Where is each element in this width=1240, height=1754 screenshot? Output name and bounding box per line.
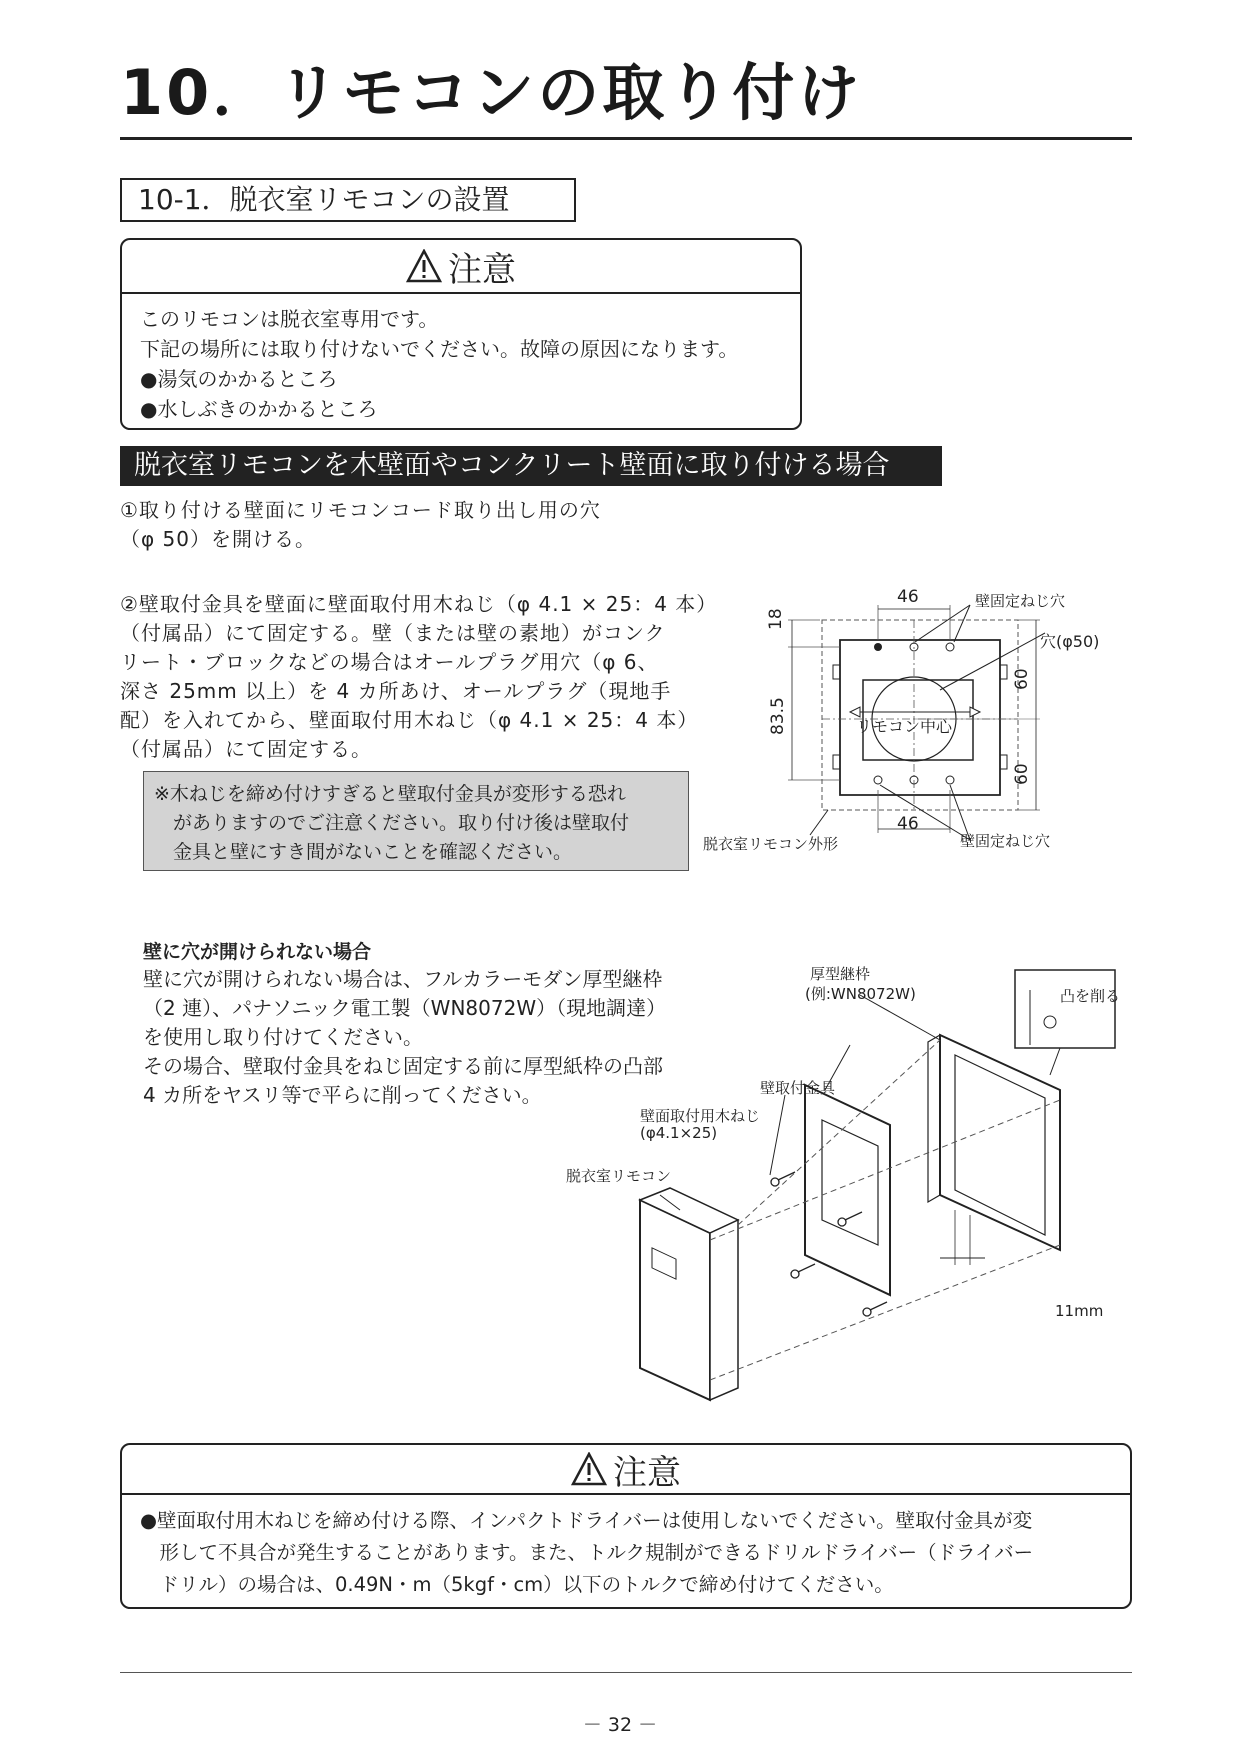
- label-frame: 厚型継枠: [810, 965, 871, 983]
- step-line: （付属品）にて固定する。壁（または壁の素地）がコンク: [120, 621, 666, 645]
- label-screw-top: 壁固定ねじ穴: [975, 592, 1066, 610]
- nohole-line: を使用し取り付けてください。: [143, 1025, 423, 1049]
- step-2: [120, 590, 717, 764]
- section-heading: 10-1．脱衣室リモコンの設置: [120, 178, 576, 222]
- subsection-heading: 脱衣室リモコンを木壁面やコンクリート壁面に取り付ける場合: [120, 446, 942, 486]
- caution-line: このリモコンは脱衣室専用です。: [140, 307, 439, 331]
- step-line: （付属品）にて固定する。: [120, 737, 372, 761]
- page-number: － 32 －: [582, 1714, 658, 1736]
- step-line: リート・ブロックなどの場合はオールプラグ用穴（φ 6、: [120, 650, 659, 674]
- caution-body: [122, 1495, 1130, 1611]
- note-line: 金具と壁にすき間がないことを確認ください。: [154, 841, 573, 863]
- label-screw-size: (φ4.1×25): [640, 1124, 718, 1142]
- label-cut: 凸を削る: [1060, 987, 1121, 1005]
- caution-header: [122, 1445, 1130, 1495]
- caution-line: ●水しぶきのかかるところ: [140, 397, 378, 421]
- dim-left: 83.5: [768, 697, 788, 735]
- nohole-title: 壁に穴が開けられない場合: [143, 941, 372, 963]
- nohole-line: 4 カ所をヤスリ等で平らに削ってください。: [143, 1083, 542, 1107]
- caution-header: [122, 240, 800, 294]
- note-box: [143, 771, 689, 871]
- caution-line: ●壁面取付用木ねじを締め付ける際、インパクトドライバーは使用しないでください。壁取付金具が変: [140, 1509, 1033, 1532]
- footer-rule: [120, 1672, 1132, 1673]
- step-line: ②壁取付金具を壁面に壁面取付用木ねじ（φ 4.1 × 25：4 本）: [120, 592, 718, 616]
- label-center: リモコン中心: [856, 717, 953, 736]
- label-hole: 穴(φ50): [1040, 632, 1100, 651]
- step-line: 深さ 25mm 以上）を 4 カ所あけ、オールプラグ（現地手: [120, 679, 672, 703]
- dim-right-bottom: 60: [1012, 763, 1032, 785]
- caution-heading: 注意: [448, 249, 516, 290]
- label-frame-example: (例:WN8072W): [805, 985, 916, 1003]
- note-line: がありますのでご注意ください。取り付け後は壁取付: [154, 812, 630, 834]
- dim-top: 46: [897, 587, 919, 607]
- label-depth: 11mm: [1055, 1302, 1104, 1320]
- label-remote: 脱衣室リモコン: [566, 1167, 672, 1185]
- caution-body: [122, 294, 800, 434]
- step-line: ①取り付ける壁面にリモコンコード取り出し用の穴: [120, 498, 601, 522]
- step-line: （φ 50）を開ける。: [120, 527, 316, 551]
- nohole-line: その場合、壁取付金具をねじ固定する前に厚型紙枠の凸部: [143, 1054, 663, 1078]
- assembly-exploded-diagram: [560, 950, 1120, 1430]
- label-screw-bottom: 壁固定ねじ穴: [960, 832, 1051, 850]
- dim-bottom: 46: [897, 814, 919, 834]
- note-line: ※木ねじを締め付けすぎると壁取付金具が変形する恐れ: [154, 783, 626, 805]
- page-title: 10．リモコンの取り付け: [120, 56, 863, 129]
- warning-icon: [406, 249, 442, 283]
- caution-line: ●湯気のかかるところ: [140, 367, 338, 391]
- caution-box-1: [120, 238, 802, 430]
- label-outline: 脱衣室リモコン外形: [703, 835, 839, 853]
- caution-box-2: [120, 1443, 1132, 1609]
- step-1: [120, 496, 601, 554]
- label-screw: 壁面取付用木ねじ: [640, 1107, 761, 1125]
- warning-icon: [571, 1452, 607, 1486]
- dim-left-top: 18: [766, 608, 786, 630]
- caution-heading: 注意: [613, 1452, 681, 1493]
- caution-line: 形して不具合が発生することがあります。また、トルク規制ができるドリルドライバー（ドライバー: [140, 1541, 1034, 1564]
- step-line: 配）を入れてから、壁面取付用木ねじ（φ 4.1 × 25：4 本）: [120, 708, 699, 732]
- nohole-line: （2 連）、パナソニック電工製（WN8072W）（現地調達）: [143, 996, 667, 1020]
- title-underline: [120, 137, 1132, 140]
- dim-right-top: 60: [1012, 668, 1032, 690]
- caution-line: ドリル）の場合は、0.49N・m（5kgf・cm）以下のトルクで締め付けてください。: [140, 1573, 894, 1596]
- label-bracket: 壁取付金具: [760, 1079, 836, 1097]
- caution-line: 下記の場所には取り付けないでください。故障の原因になります。: [140, 337, 739, 361]
- nohole-line: 壁に穴が開けられない場合は、フルカラーモダン厚型継枠: [143, 967, 663, 991]
